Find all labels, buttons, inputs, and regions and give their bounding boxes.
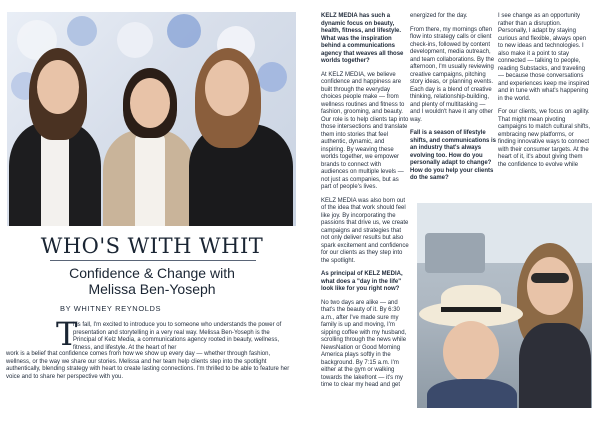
subtitle-line-1: Confidence & Change with — [69, 265, 235, 281]
answer-3: I see change as an opportunity rather than a disruption. Personally, I adapt by staying curious and flexible, always open to new ideas and technologies. I also make it a point to stay connected — talking to people, reading Substacks, and traveling — because those conversations and experiences keep me inspired and in tune with what's happening in the world. — [498, 13, 590, 102]
answer-2: No two days are alike — and that's the beauty of it. By 6:30 a.m., after I've made sure my family is up and moving, I'm sipping coffee with my husband, scrolling through the news while NewsNation or Good Morning America plays softly in the background. By 7:15 a.m. I'm either at the gym or walking towards the lakefront — it's my time to clear my head and get — [321, 299, 407, 388]
question-1: KELZ MEDIA has such a dynamic focus on beauty, health, fitness, and lifestyle. What was the inspiration behind a communications agency that weaves all those worlds together? — [321, 13, 404, 64]
intro-paragraph-first — [55, 322, 293, 352]
answer-2-continued: energized for the day. — [410, 13, 468, 19]
group-photo — [7, 12, 296, 226]
answer-3b: For our clients, we focus on agility. That might mean pivoting campaigns to match cultural shifts, embracing new platforms, or finding innovative ways to connect with their consumer targets. At the heart of it, it's about giving them the confidence to evolve while — [498, 109, 591, 168]
byline: BY WHITNEY REYNOLDS — [60, 304, 162, 313]
intro-paragraph-rest: work is a belief that confidence comes from how we show up every day — whether through fashion, wellness, or the way we share our stories. Melissa and her team help clients step into the spotlight authentically, blending strategy with heart to create lasting connections. I'm thrilled to be able to feature her voice and to share her perspective with you. — [6, 351, 290, 380]
subtitle-line-2: Melissa Ben-Yoseph — [88, 281, 216, 297]
intro-text-first: his fall, I'm excited to introduce you to someone who understands the power of presentation and storytelling in a very real way. Melissa Ben-Yoseph is the Principal of Kelz Media, a communications agency rooted in beauty, wellness, fitness, and lifestyle. At the heart of her — [73, 322, 282, 351]
column-2 — [410, 13, 496, 189]
column-3 — [498, 13, 592, 175]
selfie-photo — [417, 203, 592, 408]
title-divider — [50, 260, 256, 261]
answer-2b: From there, my mornings often flow into strategy calls or client check-ins, followed by content development, media outreach, and team collaborations. By the afternoon, I'm usually reviewing creative campaigns, pitching story ideas, or planning events. Each day is a blend of creative thinking, relationship-building, and plenty of multitasking — and I wouldn't have it any other way. — [410, 26, 495, 123]
column-1 — [321, 13, 409, 396]
article-subtitle — [12, 265, 292, 297]
question-3: Fall is a season of lifestyle shifts, and communications is an industry that's always evolving too. How do you personally adapt to change? How do you help your clients do the same? — [410, 130, 497, 181]
article-title: WHO'S WITH WHIT — [40, 234, 264, 258]
drop-cap: T — [56, 315, 78, 353]
answer-1b: KELZ MEDIA was also born out of the idea that work should feel like joy. By incorporating the passions that drive us, we create campaigns and strategies that not only deliver results but also spark excitement and confidence for our clients as they step into the spotlight. — [321, 197, 409, 264]
answer-1: At KELZ MEDIA, we believe confidence and happiness are built through the everyday choices people make — from wellness routines and fitness to fashion, grooming, and beauty. Our role is to help clients tap into those intersections and translate them into stories that feel authentic, dynamic, and inspiring. By weaving these worlds together, we empower brands to connect with audiences on multiple levels — not just as companies, but as part of people's lives. — [321, 71, 409, 190]
question-2: As principal of KELZ MEDIA, what does a "day in the life" look like for you right now? — [321, 271, 403, 292]
